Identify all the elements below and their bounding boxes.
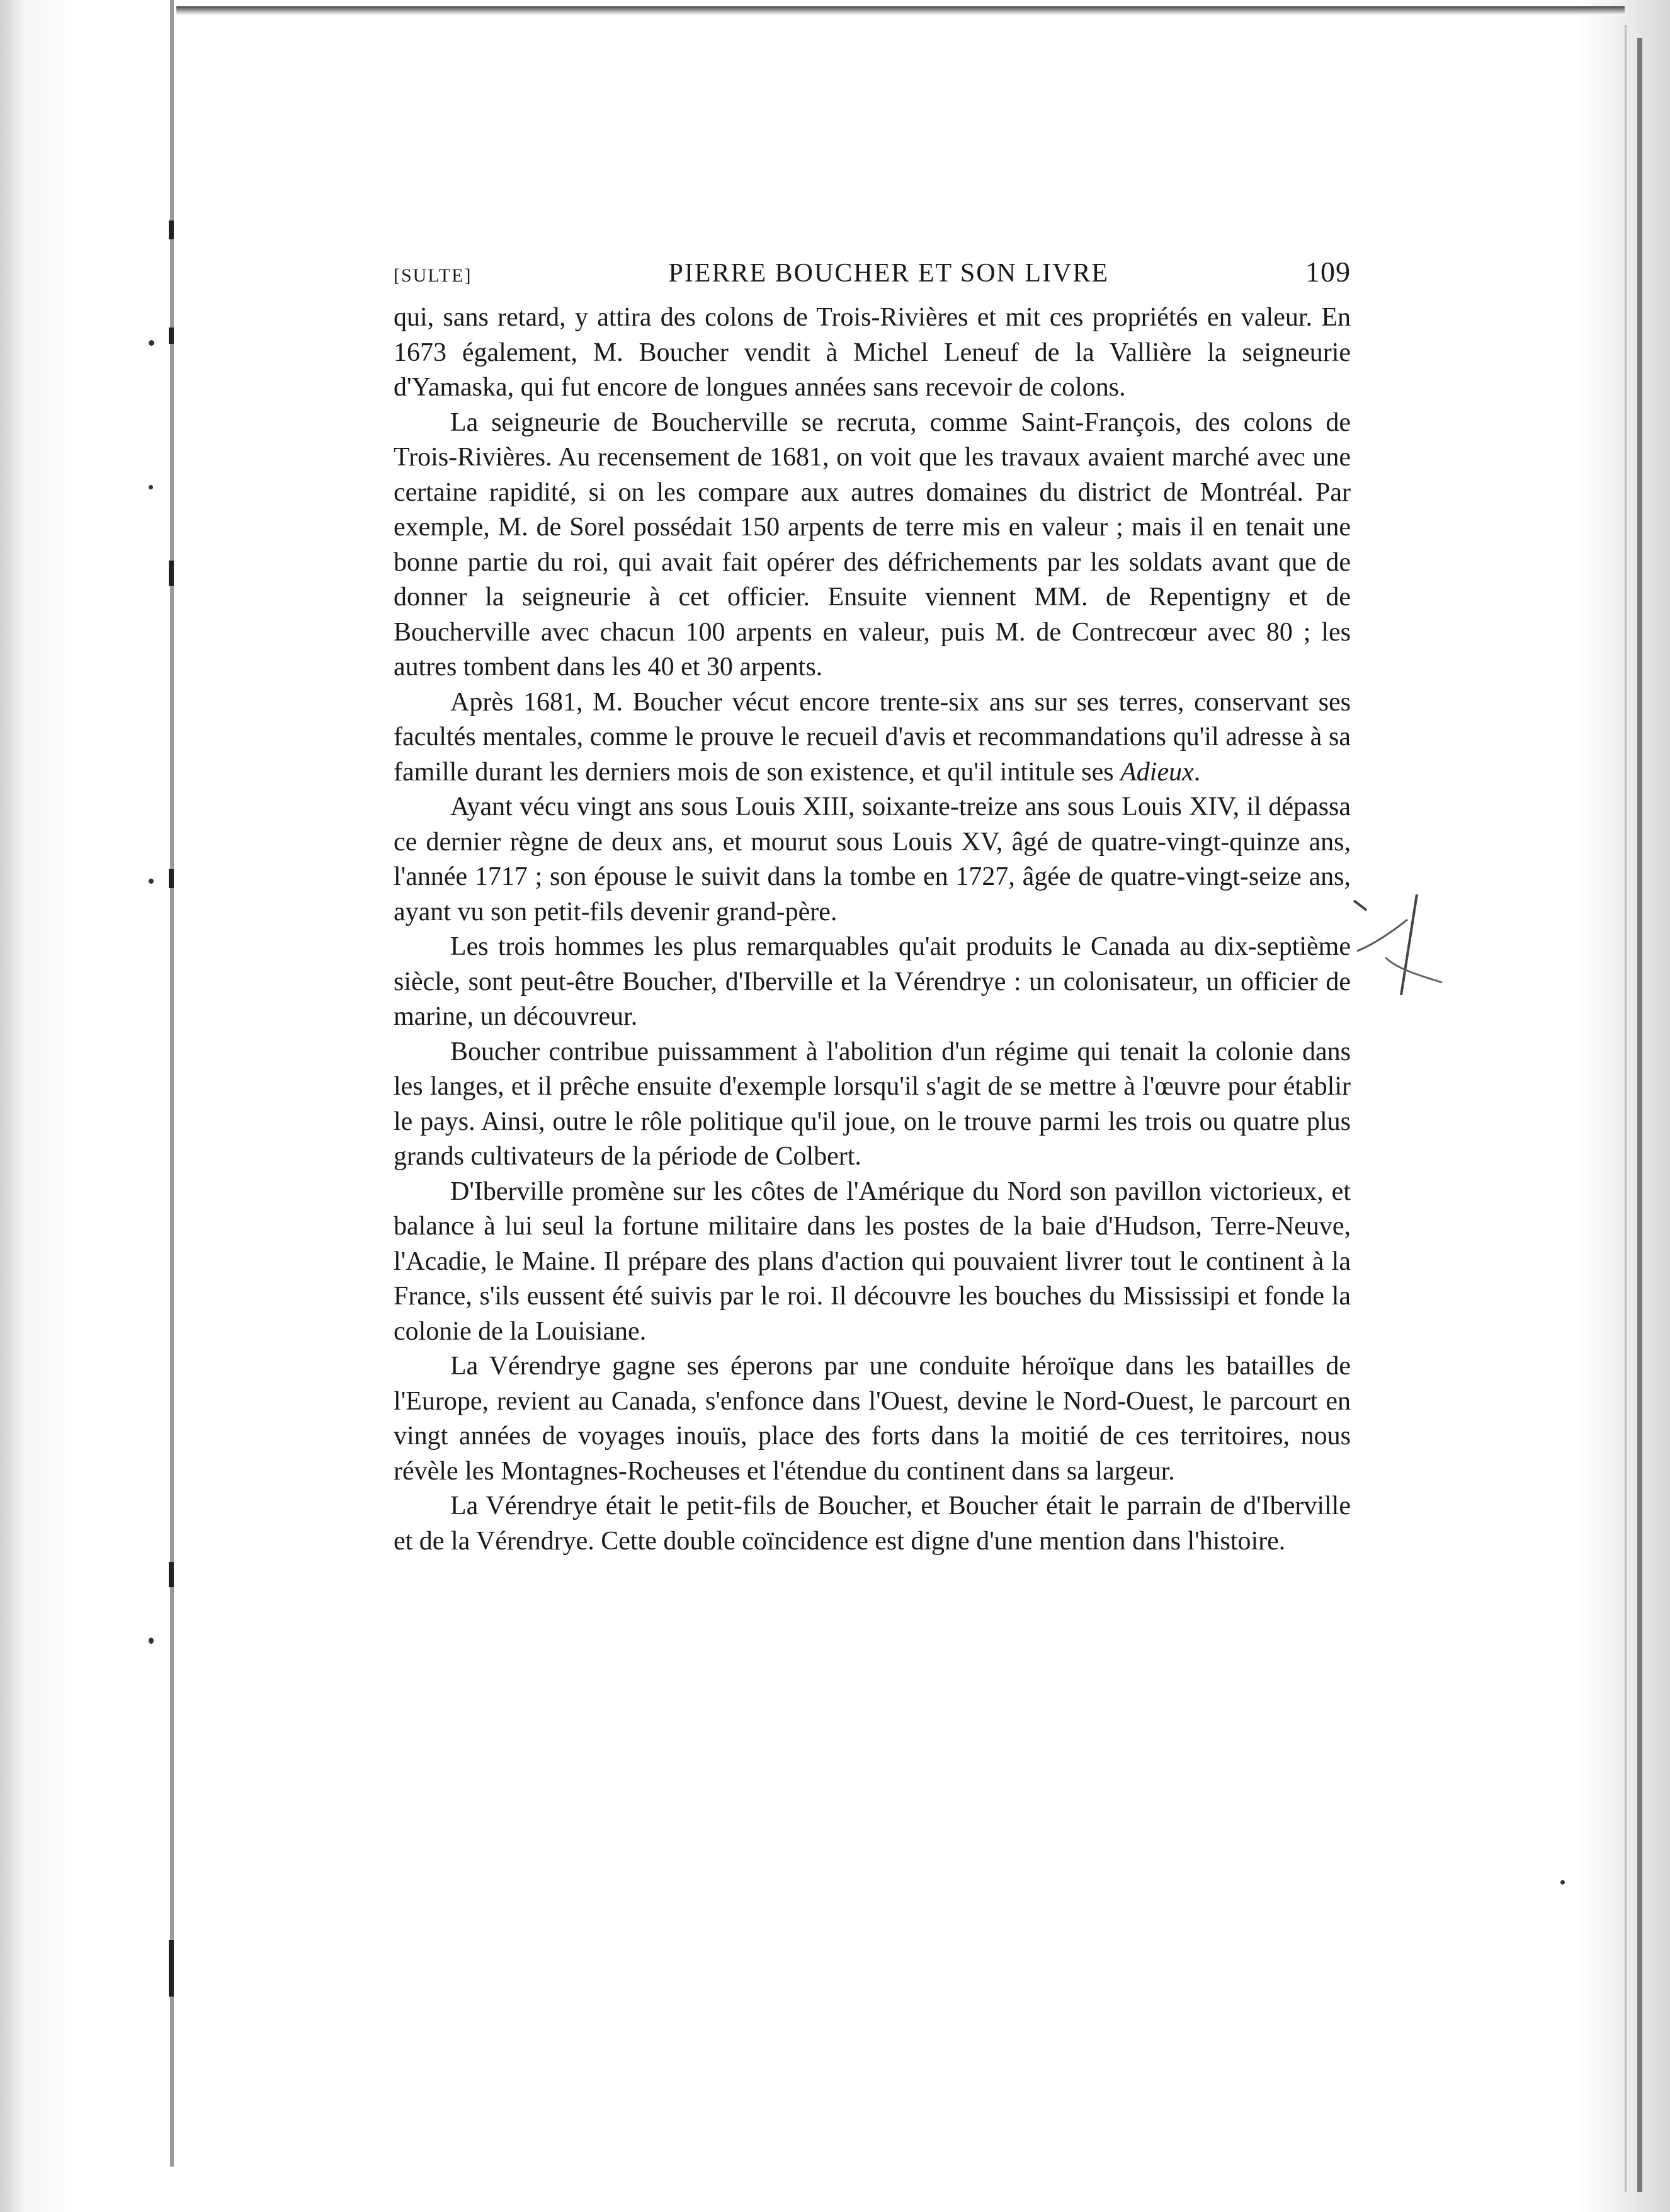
author-tag: [SULTE] [394,265,472,286]
running-title: PIERRE BOUCHER ET SON LIVRE [668,259,1110,288]
page-top-edge [176,6,1625,15]
paragraph [394,685,1351,790]
paragraph: qui, sans retard, y attira des colons de Trois-Rivières et mit ces propriétés en valeur. En 1673 également, M. Boucher vendit à Michel Leneuf de la Vallière la seigneurie d'Yamaska, qui fut encore de longues années sans recevoir de colons. [394,303,1351,402]
page-right-edge [1637,38,1642,2192]
book-title-italic: Adieux [1120,757,1194,787]
paragraph: D'Iberville promène sur les côtes de l'Amérique du Nord son pavillon victorieux, et balance à lui seul la fortune militaire dans les postes de la baie d'Hudson, Terre-Neuve, l'Acadie, le Maine. Il prépare des plans d'action qui pouvaient livrer tout le continent à la France, s'ils eussent été suivis par le roi. Il découvre les bouches du Mississipi et fonde la colonie de la Louisiane. [394,1177,1351,1346]
paragraph: La seigneurie de Boucherville se recruta, comme Saint-François, des colons de Trois-Rivières. Au recensement de 1681, on voit que les travaux avaient marché avec une certaine rapidité, si on les compare aux autres domaines du district de Montréal. Par exemple, M. de Sorel possédait 150 arpents de terre mis en valeur ; mais il en tenait une bonne partie du roi, qui avait fait opérer des défrichements par les soldats avant que de donner la seigneurie à cet officier. Ensuite viennent MM. de Repentigny et de Boucherville avec chacun 100 arpents en valeur, puis M. de Contrecœur avec 80 ; les autres tombent dans les 40 et 30 arpents. [394,408,1351,681]
running-header [394,255,1351,299]
page-right-edge-inner [1625,25,1627,2192]
page-body [394,300,1351,1559]
margin-speck [149,879,154,884]
paragraph: Boucher contribue puissamment à l'abolition d'un régime qui tenait la colonie dans les langes, et il prêche ensuite d'exemple lorsqu'il s'agit de se mettre à l'œuvre pour établir le pays. Ainsi, outre le rôle politique qu'il joue, on le trouve parmi les trois ou quatre plus grands cultivateurs de la période de Colbert. [394,1037,1351,1171]
paragraph: La Vérendrye était le petit-fils de Boucher, et Boucher était le parrain de d'Iberville et de la Vérendrye. Cette double coïncidence est digne d'une mention dans l'histoire. [394,1491,1351,1556]
margin-mark [169,328,174,344]
paragraph-text: . [1193,757,1201,787]
paragraph: La Vérendrye gagne ses éperons par une conduite héroïque dans les batailles de l'Europe, revient au Canada, s'enfonce dans l'Ouest, devine le Nord-Ouest, le parcourt en vingt années de voyages inouïs, place des forts dans la moitié de ces territoires, nous révèle les Montagnes-Rocheuses et l'étendue du continent dans sa largeur. [394,1352,1351,1486]
pencil-annotation [1348,882,1448,1027]
margin-speck [149,1638,154,1644]
margin-speck [149,485,153,489]
binding-edge [170,0,174,2167]
paragraph: Les trois hommes les plus remarquables qu'ait produits le Canada au dix-septième siècle, sont peut-être Boucher, d'Iberville et la Vérendrye : un colonisateur, un officier de marine, un découvreur. [394,932,1351,1031]
page-number: 109 [1305,256,1351,288]
book-page [394,255,1351,1559]
margin-mark [169,561,174,586]
paragraph-text: Après 1681, M. Boucher vécut encore trente-six ans sur ses terres, conservant ses facultés mentales, comme le prouve le recueil d'avis et recommandations qu'il adresse à sa famille durant les derniers mois de son existence, et qu'il intitule ses [394,687,1351,787]
margin-mark [169,1562,174,1587]
margin-mark [169,869,174,888]
margin-speck [149,340,154,346]
margin-speck [1560,1880,1565,1884]
paragraph: Ayant vécu vingt ans sous Louis XIII, soixante-treize ans sous Louis XIV, il dépassa ce dernier règne de deux ans, et mourut sous Louis XV, âgé de quatre-vingt-quinze ans, l'année 1717 ; son épouse le suivit dans la tombe en 1727, âgée de quatre-vingt-seize ans, ayant vu son petit-fils devenir grand-père. [394,792,1351,926]
margin-mark [169,220,174,239]
margin-mark [169,1940,174,1997]
